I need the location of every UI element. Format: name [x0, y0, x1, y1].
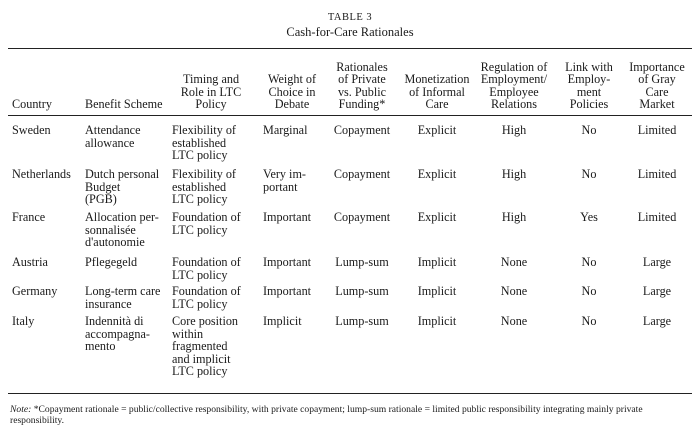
header-employment-regulation: Regulation of Employment/ Employee Relations	[480, 59, 548, 112]
cell-monetization: Explicit	[417, 167, 457, 181]
cell-timing-role: Flexibility of established LTC policy	[172, 167, 236, 207]
top-rule	[8, 48, 692, 49]
cell-timing-role: Core position within fragmented and implicit LTC policy	[172, 314, 239, 379]
cell-country: Germany	[12, 284, 58, 298]
cell-weight-of-choice: Implicit	[263, 314, 302, 328]
cell-employment-link: No	[581, 314, 597, 328]
cell-employment-link: No	[581, 255, 597, 269]
cell-benefit-scheme: Attendance allowance	[85, 123, 141, 150]
cell-timing-role: Foundation of LTC policy	[172, 255, 241, 282]
cell-funding-rationale: Lump-sum	[335, 284, 389, 298]
cell-weight-of-choice: Important	[263, 284, 312, 298]
header-timing-role: Timing and Role in LTC Policy	[180, 72, 242, 112]
table-number: TABLE 3	[327, 12, 373, 23]
cell-weight-of-choice: Important	[263, 210, 312, 224]
header-gray-market: Importance of Gray Care Market	[629, 59, 685, 112]
cell-employment-regulation: None	[500, 284, 528, 298]
note-label: Note:	[10, 404, 32, 415]
cell-benefit-scheme: Allocation per- sonnalisée d'autonomie	[85, 210, 159, 250]
table-title: Cash-for-Care Rationales	[286, 25, 414, 39]
cell-funding-rationale: Copayment	[333, 167, 391, 181]
note-text: *Copayment rationale = public/collective responsibility, with private copayment; lump-sum rationale = limited public responsibility integrating mainly private responsibility.	[10, 404, 643, 427]
header-rule	[8, 115, 692, 116]
cell-gray-market: Large	[642, 255, 672, 269]
cell-employment-regulation: High	[501, 210, 527, 224]
cell-gray-market: Limited	[637, 210, 677, 224]
cell-gray-market: Large	[642, 314, 672, 328]
cell-country: Austria	[12, 255, 48, 269]
cell-timing-role: Flexibility of established LTC policy	[172, 123, 236, 163]
cell-gray-market: Large	[642, 284, 672, 298]
header-weight-of-choice: Weight of Choice in Debate	[267, 72, 317, 112]
cell-employment-regulation: None	[500, 255, 528, 269]
cell-country: Netherlands	[12, 167, 71, 181]
cell-benefit-scheme: Dutch personal Budget (PGB)	[85, 167, 160, 207]
cell-gray-market: Limited	[637, 167, 677, 181]
cell-employment-regulation: None	[500, 314, 528, 328]
cell-funding-rationale: Lump-sum	[335, 314, 389, 328]
cell-monetization: Implicit	[417, 284, 457, 298]
cell-employment-link: No	[581, 167, 597, 181]
cell-weight-of-choice: Important	[263, 255, 312, 269]
cell-gray-market: Limited	[637, 123, 677, 137]
cell-benefit-scheme: Indennità di accompagna- mento	[85, 314, 150, 354]
cell-country: France	[12, 210, 46, 224]
cell-employment-regulation: High	[501, 123, 527, 137]
table-note	[10, 404, 690, 426]
cell-funding-rationale: Lump-sum	[335, 255, 389, 269]
cell-employment-regulation: High	[501, 167, 527, 181]
cell-weight-of-choice: Very im- portant	[263, 167, 306, 194]
header-benefit-scheme: Benefit Scheme	[85, 97, 163, 112]
cell-employment-link: No	[581, 284, 597, 298]
cell-employment-link: No	[581, 123, 597, 137]
cell-benefit-scheme: Long-term care insurance	[85, 284, 161, 311]
cell-funding-rationale: Copayment	[333, 210, 391, 224]
cell-country: Sweden	[12, 123, 51, 137]
cell-weight-of-choice: Marginal	[263, 123, 308, 137]
cell-timing-role: Foundation of LTC policy	[172, 284, 241, 311]
cell-monetization: Explicit	[417, 210, 457, 224]
cell-monetization: Explicit	[417, 123, 457, 137]
cell-country: Italy	[12, 314, 35, 328]
cell-benefit-scheme: Pflegegeld	[85, 255, 138, 269]
cell-monetization: Implicit	[417, 255, 457, 269]
cell-monetization: Implicit	[417, 314, 457, 328]
cell-funding-rationale: Copayment	[333, 123, 391, 137]
bottom-rule	[8, 393, 692, 394]
header-country: Country	[12, 97, 52, 112]
cell-timing-role: Foundation of LTC policy	[172, 210, 241, 237]
header-employment-link: Link with Employ- ment Policies	[565, 59, 613, 112]
cell-employment-link: Yes	[580, 210, 598, 224]
header-monetization: Monetization of Informal Care	[404, 72, 470, 112]
header-funding-rationale: Rationales of Private vs. Public Funding*	[336, 59, 388, 112]
